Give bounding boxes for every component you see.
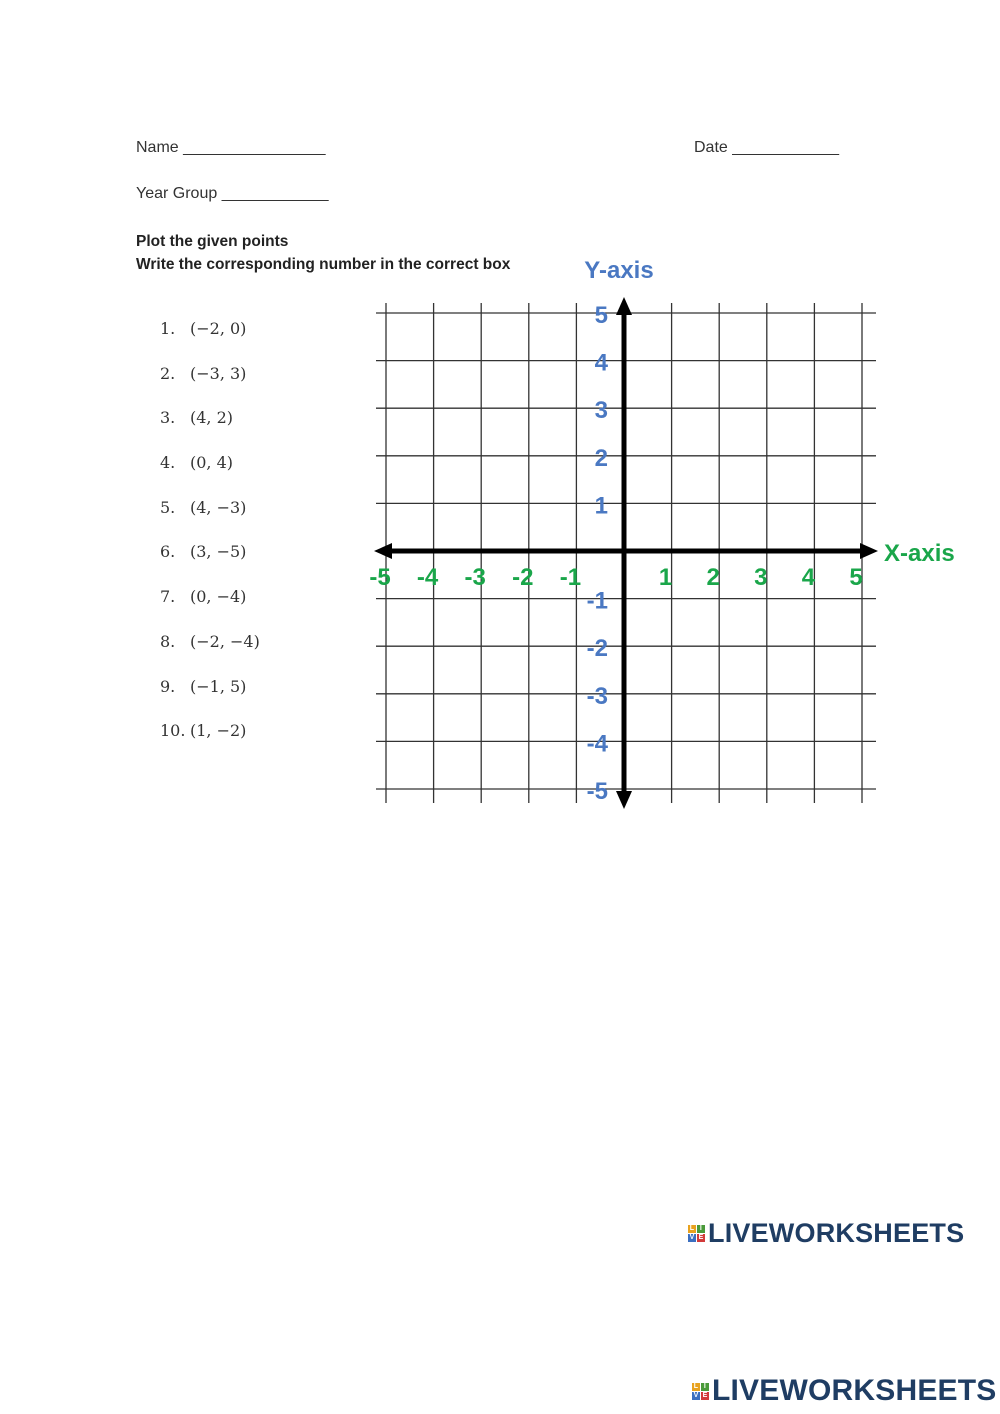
year-group-field-label: Year Group ____________ (136, 185, 329, 202)
point-coordinate: (−3, 3) (190, 363, 247, 383)
liveworksheets-logo-mark-icon: L I V E (689, 1225, 704, 1241)
point-coordinate: (0, −4) (190, 587, 247, 607)
point-number: 1. (160, 319, 176, 338)
point-coordinate: (0, 4) (190, 453, 234, 473)
point-number: 4. (160, 453, 176, 473)
x-tick-label: 5 (849, 564, 863, 591)
point-coordinate: (3, −5) (190, 542, 247, 562)
x-tick-label: -4 (416, 564, 439, 591)
y-tick-label: 2 (594, 444, 608, 472)
point-number: 8. (160, 631, 176, 651)
instruction-line-2: Write the corresponding number in the correct box (136, 256, 511, 273)
y-tick-label: -3 (586, 682, 608, 710)
point-coordinate: (4, 2) (190, 408, 234, 428)
liveworksheets-logo-mark-icon: L I V E (693, 1382, 708, 1399)
x-tick-label: -1 (559, 564, 582, 591)
x-tick-label: 1 (658, 564, 673, 591)
point-number: 6. (160, 542, 176, 562)
point-coordinate: (4, −3) (190, 497, 247, 517)
point-number: 3. (160, 408, 176, 428)
point-number: 2. (160, 363, 176, 383)
y-tick-label: -4 (586, 730, 608, 758)
liveworksheets-logo (688, 1218, 964, 1249)
y-axis-arrow-up-icon (616, 297, 632, 315)
x-tick-label: 3 (754, 564, 768, 591)
x-tick-label: -5 (369, 564, 391, 591)
point-coordinate: (−2, −4) (190, 631, 260, 651)
y-tick-label: 4 (594, 349, 608, 377)
x-tick-label: 2 (706, 564, 720, 591)
y-tick-label: 1 (594, 492, 608, 520)
y-tick-label: -1 (586, 587, 608, 615)
x-axis-label: X-axis (884, 540, 955, 567)
point-coordinate: (−2, 0) (190, 319, 247, 338)
y-tick-label: 3 (594, 397, 608, 425)
point-number: 5. (160, 497, 176, 517)
liveworksheets-logo-text: LIVEWORKSHEETS (712, 1374, 997, 1407)
instruction-line-1: Plot the given points (136, 233, 289, 250)
y-tick-label: -5 (586, 778, 608, 805)
y-tick-label: 5 (594, 302, 608, 329)
y-tick-label: -2 (586, 635, 608, 663)
y-axis-label: Y-axis (584, 257, 654, 284)
x-tick-label: -3 (464, 564, 486, 591)
y-axis-arrow-down-icon (616, 791, 632, 809)
point-coordinate: (−1, 5) (190, 676, 247, 696)
x-tick-label: 4 (801, 564, 816, 591)
x-axis-arrow-right-icon (860, 543, 878, 559)
point-number: 9. (160, 676, 176, 696)
name-field-label: Name ________________ (136, 139, 326, 156)
x-tick-label: -2 (512, 564, 534, 591)
point-coordinate: (1, −2) (190, 721, 247, 741)
point-number: 7. (160, 587, 176, 607)
liveworksheets-logo-text: LIVEWORKSHEETS (708, 1218, 965, 1248)
point-number: 10. (160, 721, 186, 741)
date-field-label: Date ____________ (694, 139, 840, 156)
liveworksheets-logo-footer (692, 1374, 997, 1408)
x-axis-arrow-left-icon (374, 543, 392, 559)
